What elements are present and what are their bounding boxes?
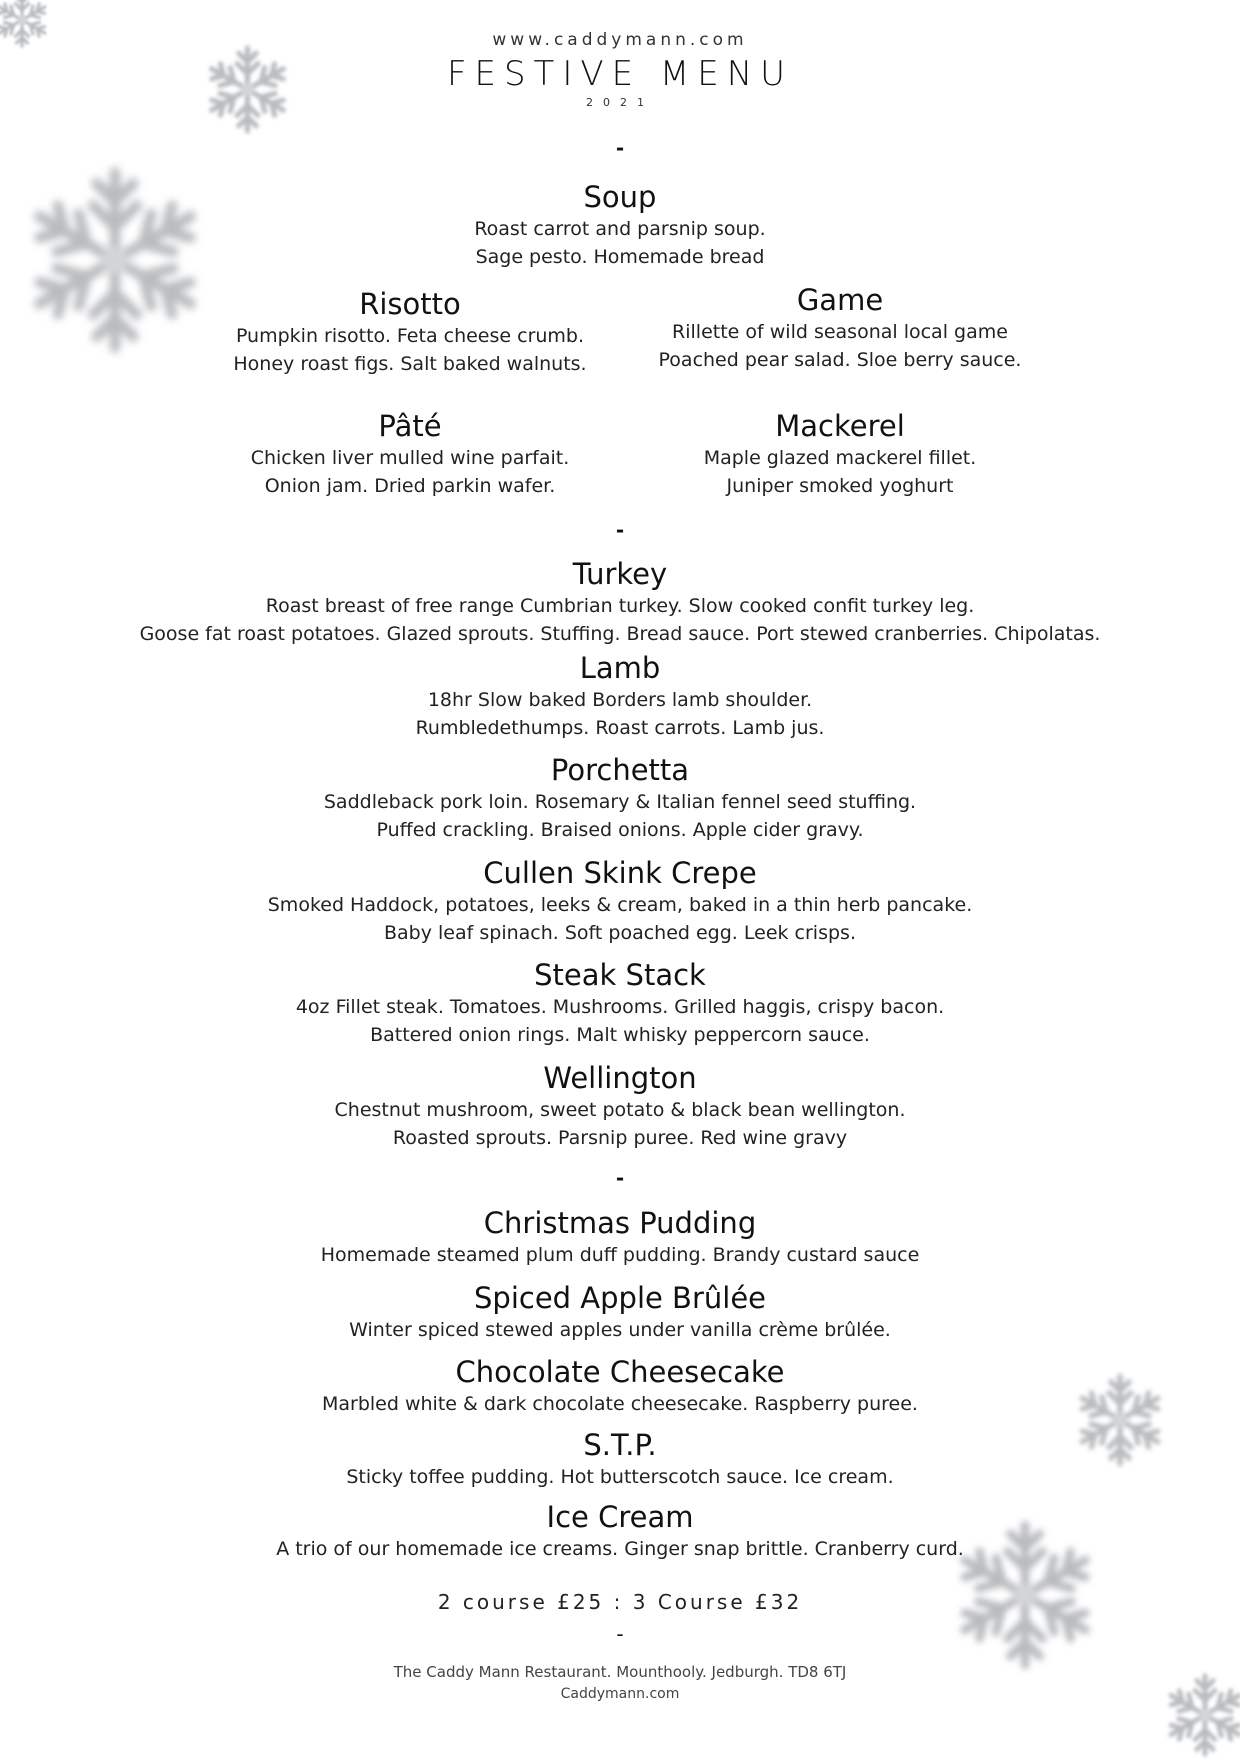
menu-year: 2021 <box>586 96 654 109</box>
main-turkey <box>0 556 1240 648</box>
divider: - <box>615 1166 625 1190</box>
divider: - <box>615 518 625 542</box>
dish-description: Battered onion rings. Malt whisky peppercorn sauce. <box>370 1024 870 1046</box>
restaurant-address: The Caddy Mann Restaurant. Mounthooly. Jedburgh. TD8 6TJ <box>393 1663 847 1681</box>
dish-description: Maple glazed mackerel fillet. <box>703 447 977 469</box>
starter-mackerel <box>620 408 1060 500</box>
dish-description: Saddleback pork loin. Rosemary & Italian fennel seed stuffing. <box>323 791 917 813</box>
dessert-spiced-apple-brulee <box>0 1280 1240 1344</box>
dish-description: A trio of our homemade ice creams. Ginger snap brittle. Cranberry curd. <box>276 1538 964 1560</box>
dish-name: Mackerel <box>775 409 905 443</box>
starter-game <box>620 282 1060 374</box>
dish-description: Poached pear salad. Sloe berry sauce. <box>658 349 1022 371</box>
starter-pate <box>160 408 660 500</box>
website-url: www.caddymann.com <box>492 30 748 50</box>
divider: - <box>615 136 625 160</box>
starter-risotto <box>160 286 660 378</box>
dish-description: Winter spiced stewed apples under vanilla crème brûlée. <box>349 1319 891 1341</box>
footer-website: Caddymann.com <box>560 1686 680 1702</box>
dish-description: Roast carrot and parsnip soup. <box>474 218 766 240</box>
snowflake-icon <box>1160 1670 1240 1760</box>
course-pricing: 2 course £25 : 3 Course £32 <box>437 1590 803 1614</box>
dish-name: Cullen Skink Crepe <box>483 856 757 890</box>
dish-name: Pâté <box>378 409 442 443</box>
dish-description: 18hr Slow baked Borders lamb shoulder. <box>427 689 813 711</box>
dish-description: Goose fat roast potatoes. Glazed sprouts. Stuffing. Bread sauce. Port stewed cranberries. Chipolatas. <box>139 623 1101 645</box>
main-lamb <box>0 650 1240 742</box>
divider: - <box>616 1622 624 1646</box>
dish-description: Roasted sprouts. Parsnip puree. Red wine gravy <box>392 1127 848 1149</box>
dish-description: Honey roast figs. Salt baked walnuts. <box>233 353 587 375</box>
dessert-ice-cream <box>0 1499 1240 1563</box>
dish-description: Rumbledethumps. Roast carrots. Lamb jus. <box>415 717 825 739</box>
dish-name: Spiced Apple Brûlée <box>474 1281 766 1315</box>
dish-description: Sticky toffee pudding. Hot butterscotch sauce. Ice cream. <box>346 1466 894 1488</box>
dish-name: Soup <box>583 180 657 214</box>
dish-description: Onion jam. Dried parkin wafer. <box>264 475 556 497</box>
dish-name: Turkey <box>572 557 668 591</box>
main-cullen-skink-crepe <box>0 855 1240 947</box>
dish-name: Game <box>796 283 884 317</box>
starter-soup <box>0 179 1240 271</box>
dessert-stp <box>0 1427 1240 1491</box>
menu-title: FESTIVE MENU <box>446 54 794 94</box>
dish-description: Puffed crackling. Braised onions. Apple cider gravy. <box>376 819 864 841</box>
main-wellington <box>0 1060 1240 1152</box>
dish-name: S.T.P. <box>583 1428 657 1462</box>
dish-description: Rillette of wild seasonal local game <box>672 321 1008 343</box>
dish-description: Homemade steamed plum duff pudding. Brandy custard sauce <box>320 1244 920 1266</box>
dish-name: Lamb <box>579 651 661 685</box>
dish-name: Steak Stack <box>534 958 706 992</box>
dessert-chocolate-cheesecake <box>0 1354 1240 1418</box>
dish-description: Juniper smoked yoghurt <box>726 475 954 497</box>
main-porchetta <box>0 752 1240 844</box>
dish-name: Chocolate Cheesecake <box>455 1355 785 1389</box>
dish-description: Baby leaf spinach. Soft poached egg. Leek crisps. <box>384 922 856 944</box>
dish-description: 4oz Fillet steak. Tomatoes. Mushrooms. Grilled haggis, crispy bacon. <box>295 996 945 1018</box>
dish-name: Wellington <box>543 1061 697 1095</box>
dish-description: Sage pesto. Homemade bread <box>475 246 765 268</box>
dessert-christmas-pudding <box>0 1205 1240 1269</box>
dish-description: Pumpkin risotto. Feta cheese crumb. <box>235 325 585 347</box>
dish-description: Marbled white & dark chocolate cheesecake. Raspberry puree. <box>322 1393 918 1415</box>
dish-description: Roast breast of free range Cumbrian turkey. Slow cooked confit turkey leg. <box>265 595 975 617</box>
main-steak-stack <box>0 957 1240 1049</box>
dish-description: Smoked Haddock, potatoes, leeks & cream, baked in a thin herb pancake. <box>267 894 973 916</box>
dish-name: Ice Cream <box>546 1500 694 1534</box>
dish-name: Porchetta <box>550 753 690 787</box>
dish-name: Christmas Pudding <box>483 1206 757 1240</box>
dish-name: Risotto <box>359 287 461 321</box>
dish-description: Chicken liver mulled wine parfait. <box>250 447 570 469</box>
dish-description: Chestnut mushroom, sweet potato & black bean wellington. <box>334 1099 906 1121</box>
